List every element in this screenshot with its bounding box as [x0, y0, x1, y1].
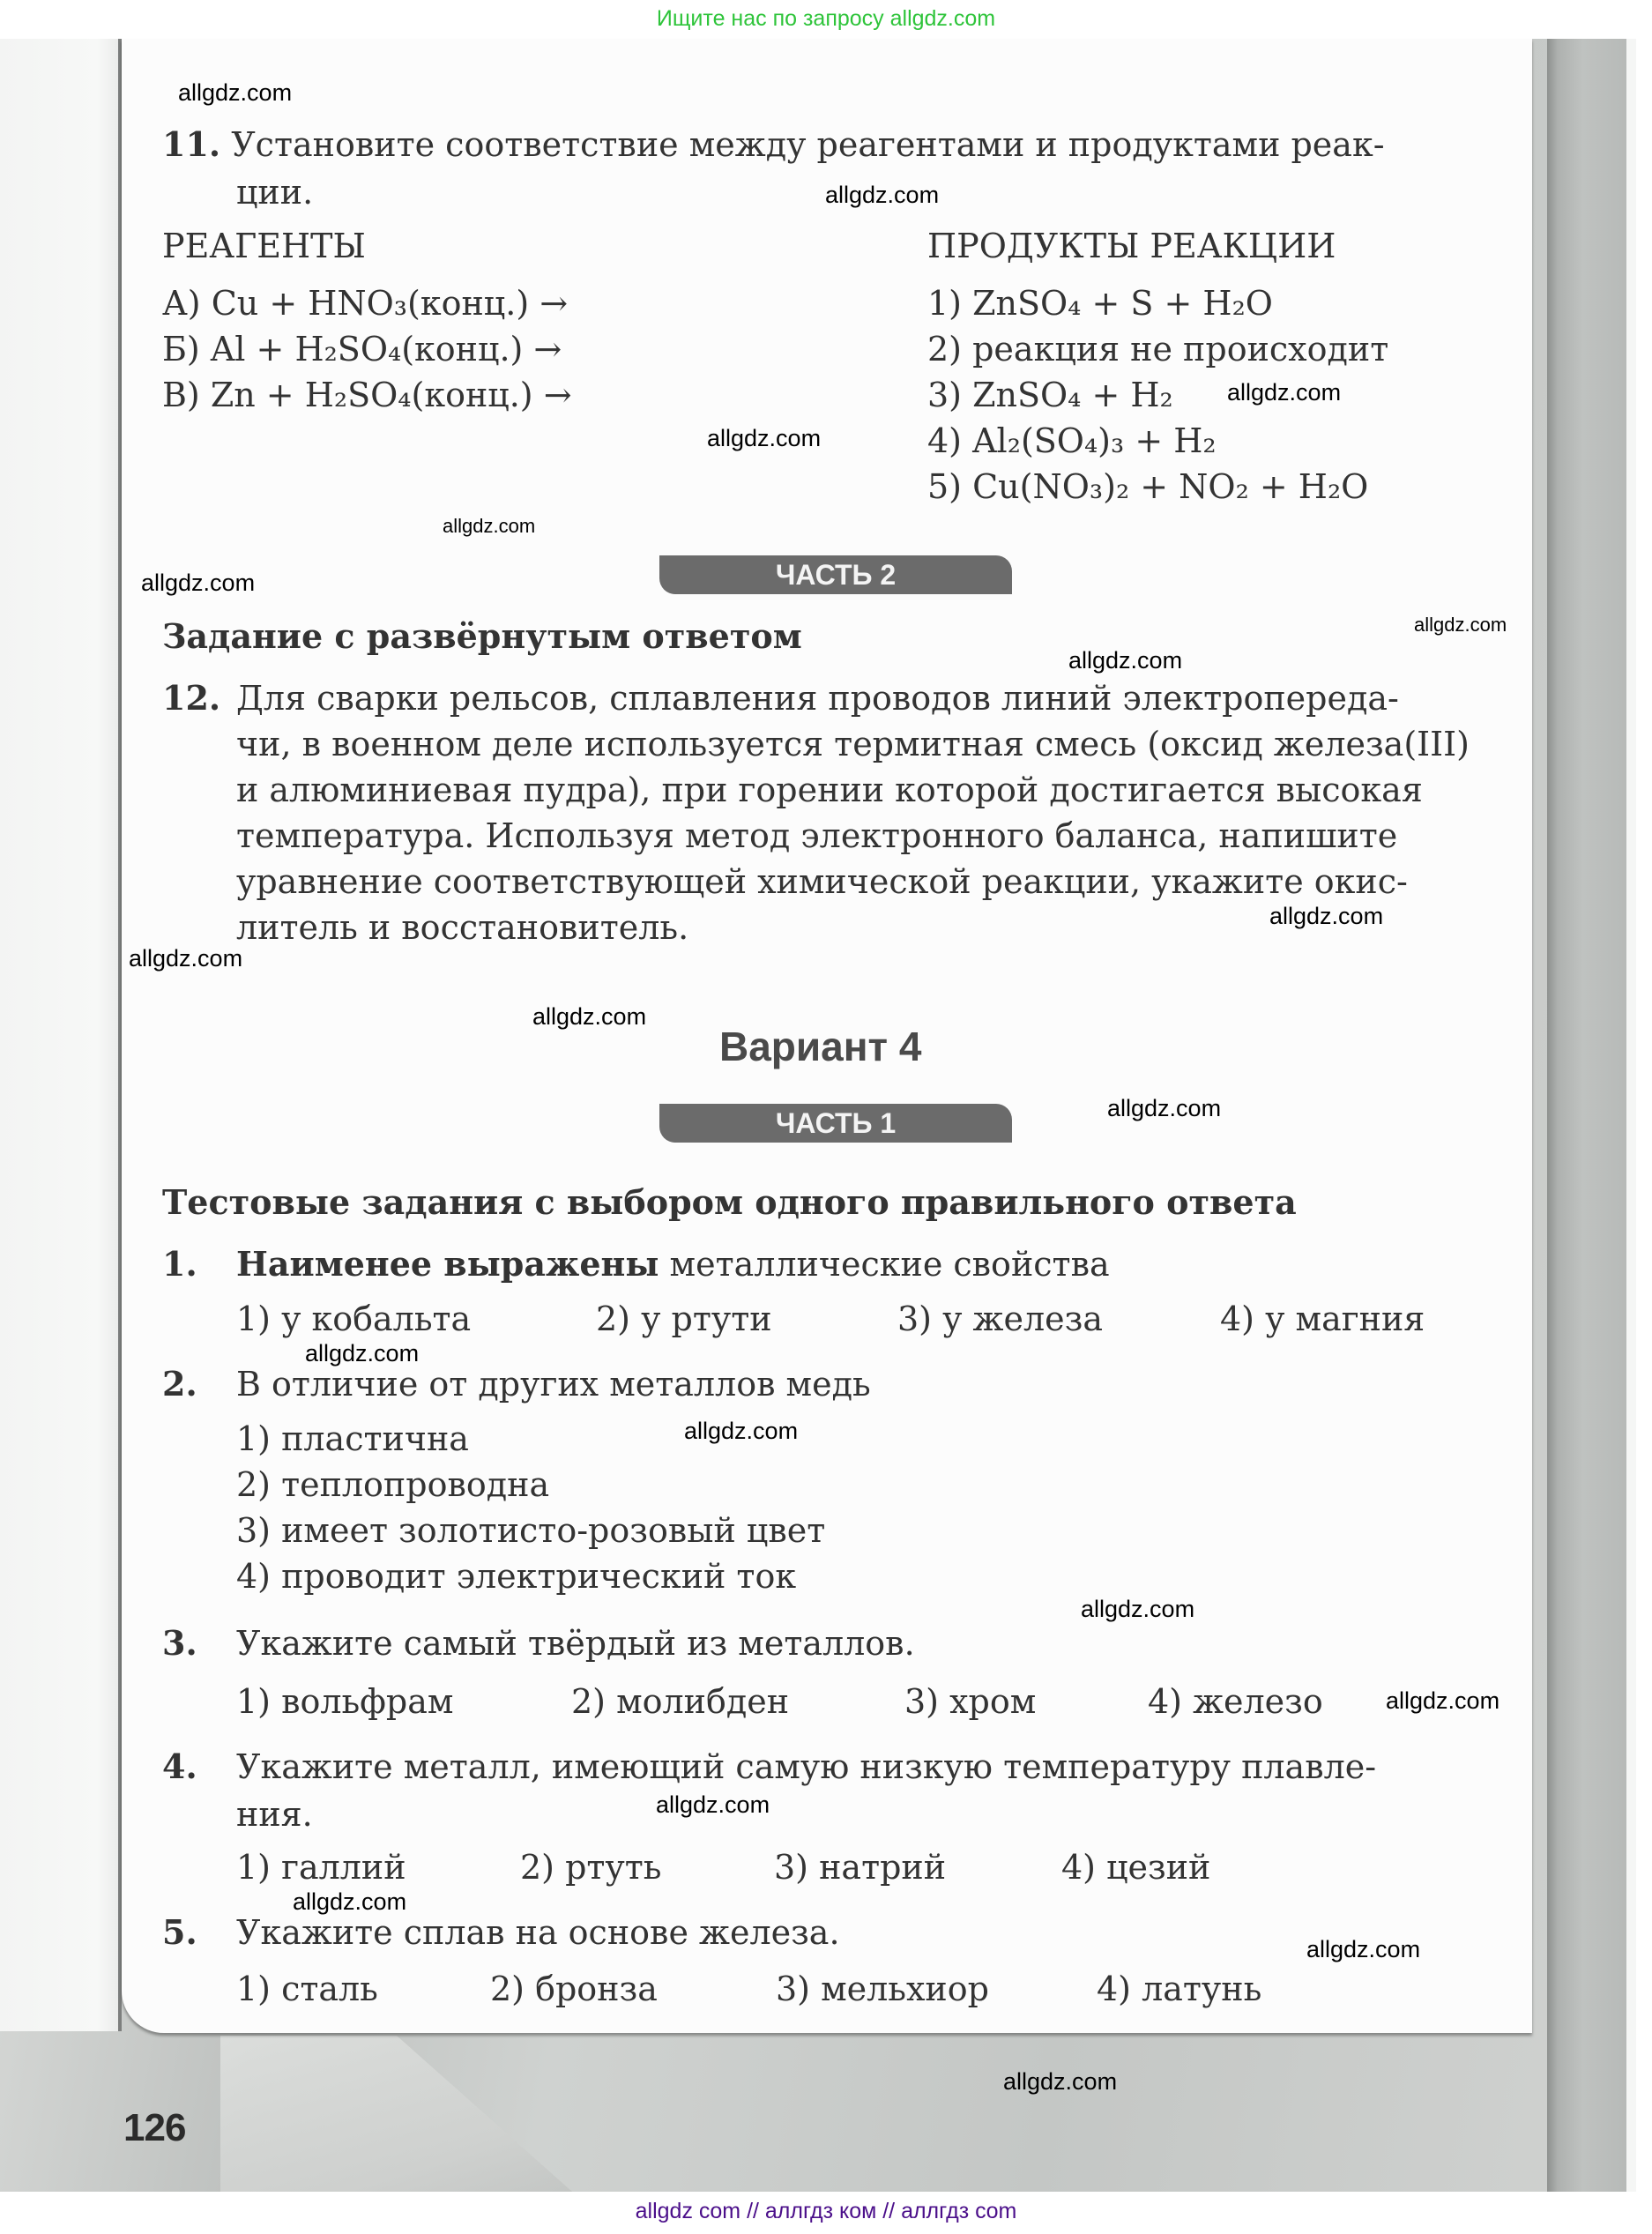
product-formula: Cu(NO₃)₂ + NO₂ + H₂O: [972, 467, 1369, 506]
product-label: 3): [927, 376, 963, 414]
product-4: [927, 418, 1217, 464]
product-formula: Al₂(SO₄)₃ + H₂: [972, 421, 1217, 460]
watermark: allgdz.com: [178, 79, 293, 106]
q5-text: Укажите сплав на основе железа.: [236, 1913, 840, 1952]
q1-text: [236, 1241, 1110, 1287]
watermark: allgdz.com: [293, 1888, 407, 1915]
q5-option-4: 4) латунь: [1097, 1970, 1262, 2008]
q4-number: 4.: [162, 1746, 197, 1786]
task12-line: чи, в военном деле используется термитная смесь (оксид железа(III): [236, 725, 1470, 763]
q1-option-1: 1) у кобальта: [236, 1299, 472, 1338]
product-label: 1): [927, 284, 963, 323]
q1-option-2: 2) у ртути: [596, 1299, 772, 1338]
task12-line: температура. Используя метод электронного баланса, напишите: [236, 816, 1398, 855]
task12-line: литель и восстановитель.: [236, 908, 689, 947]
q5-option-3: 3) мельхиор: [776, 1970, 989, 2008]
watermark: allgdz.com: [1269, 903, 1384, 929]
product-formula: ZnSO₄ + H₂: [972, 376, 1173, 414]
top-banner: Ищите нас по запросу allgdz.com: [0, 0, 1652, 39]
watermark: allgdz.com: [684, 1418, 799, 1444]
q3-option-2: 2) молибден: [571, 1682, 790, 1721]
watermark: allgdz.com: [707, 425, 822, 451]
q1-bold-text: Наименее выражены: [236, 1244, 659, 1284]
task12-line: и алюминиевая пудра), при горении которой достигается высокая: [236, 771, 1423, 809]
q3-option-1: 1) вольфрам: [236, 1682, 454, 1721]
task12-line: уравнение соответствующей химической реакции, укажите окис-: [236, 862, 1408, 901]
q5-number: 5.: [162, 1912, 197, 1952]
q4-option-4: 4) цезий: [1061, 1848, 1211, 1887]
q1-rest-text: металлические свойства: [659, 1245, 1110, 1284]
left-page-margin: [0, 39, 122, 2031]
reagents-header: РЕАГЕНТЫ: [162, 227, 366, 265]
q5-option-1: 1) сталь: [236, 1970, 378, 2008]
task12-number: 12.: [162, 678, 221, 718]
watermark: allgdz.com: [1306, 1936, 1421, 1962]
book-gutter: [1547, 39, 1636, 2192]
q2-number: 2.: [162, 1364, 197, 1404]
task11-text-line2: ции.: [236, 173, 314, 212]
product-formula: реакция не происходит: [972, 330, 1389, 369]
page-number: 126: [123, 2106, 186, 2149]
task11-line1: [162, 122, 1385, 168]
product-formula: ZnSO₄ + S + H₂O: [972, 284, 1273, 323]
q4-option-1: 1) галлий: [236, 1848, 406, 1887]
product-3: [927, 372, 1173, 418]
watermark: allgdz.com: [1068, 647, 1183, 674]
product-label: 2): [927, 330, 963, 369]
q1-option-4: 4) у магния: [1220, 1299, 1425, 1338]
task12-line: Для сварки рельсов, сплавления проводов линий электропереда-: [236, 679, 1399, 718]
q3-text: Укажите самый твёрдый из металлов.: [236, 1624, 915, 1663]
part2-tab: ЧАСТЬ 2: [659, 555, 1012, 594]
watermark: allgdz.com: [1081, 1596, 1195, 1622]
q4-text-line1: Укажите металл, имеющий самую низкую температуру плавле-: [236, 1747, 1377, 1786]
watermark: allgdz.com: [443, 515, 536, 537]
reagent-formula: Al + H₂SO₄(конц.) →: [210, 330, 562, 369]
gutter-edge: [1626, 39, 1636, 2192]
watermark: allgdz.com: [1107, 1095, 1222, 1121]
reagent-a: [162, 280, 568, 326]
part1-tab: ЧАСТЬ 1: [659, 1104, 1012, 1143]
variant4-section-title: Тестовые задания с выбором одного правильного ответа: [162, 1182, 1297, 1222]
product-2: [927, 326, 1388, 372]
product-1: [927, 280, 1273, 326]
q2-option-2: 2) теплопроводна: [236, 1465, 550, 1504]
watermark: allgdz.com: [305, 1340, 420, 1366]
watermark: allgdz.com: [1414, 614, 1507, 636]
watermark: allgdz.com: [532, 1003, 647, 1030]
task11-text-line1: Установите соответствие между реагентами и продуктами реак-: [231, 125, 1385, 164]
q2-option-3: 3) имеет золотисто-розовый цвет: [236, 1511, 826, 1550]
reagent-v: [162, 372, 572, 418]
task11-number: 11.: [162, 124, 221, 164]
reagent-b: [162, 326, 562, 372]
q1-number: 1.: [162, 1244, 197, 1284]
q4-option-3: 3) натрий: [774, 1848, 947, 1887]
q3-option-4: 4) железо: [1148, 1682, 1323, 1721]
q1-option-3: 3) у железа: [897, 1299, 1103, 1338]
watermark: allgdz.com: [129, 945, 243, 972]
watermark: allgdz.com: [1227, 379, 1342, 406]
watermark: allgdz.com: [656, 1791, 770, 1818]
watermark: allgdz.com: [141, 570, 256, 596]
q4-option-2: 2) ртуть: [520, 1848, 662, 1887]
watermark: allgdz.com: [825, 182, 940, 208]
q2-option-1: 1) пластична: [236, 1419, 469, 1458]
product-label: 5): [927, 467, 963, 506]
watermark: allgdz.com: [1003, 2068, 1118, 2095]
products-header: ПРОДУКТЫ РЕАКЦИИ: [927, 227, 1336, 265]
q2-text: В отличие от других металлов медь: [236, 1365, 871, 1404]
q4-text-line2: ния.: [236, 1795, 313, 1834]
product-label: 4): [927, 421, 963, 460]
q2-option-4: 4) проводит электрический ток: [236, 1557, 797, 1596]
reagent-label: Б): [162, 330, 200, 369]
reagent-formula: Cu + HNO₃(конц.) →: [211, 284, 569, 323]
footer-banner: allgdz com // аллгдз ком // аллгдз com: [0, 2192, 1652, 2234]
q3-number: 3.: [162, 1623, 197, 1663]
reagent-formula: Zn + H₂SO₄(конц.) →: [210, 376, 572, 414]
part2-section-title: Задание с развёрнутым ответом: [162, 616, 802, 656]
reagent-label: В): [162, 376, 200, 414]
background-shard: [220, 2036, 661, 2192]
q3-option-3: 3) хром: [904, 1682, 1037, 1721]
product-5: [927, 464, 1368, 510]
variant-title: Вариант 4: [719, 1024, 922, 1069]
watermark: allgdz.com: [1386, 1687, 1500, 1714]
q5-option-2: 2) бронза: [490, 1970, 658, 2008]
reagent-label: А): [162, 284, 201, 323]
